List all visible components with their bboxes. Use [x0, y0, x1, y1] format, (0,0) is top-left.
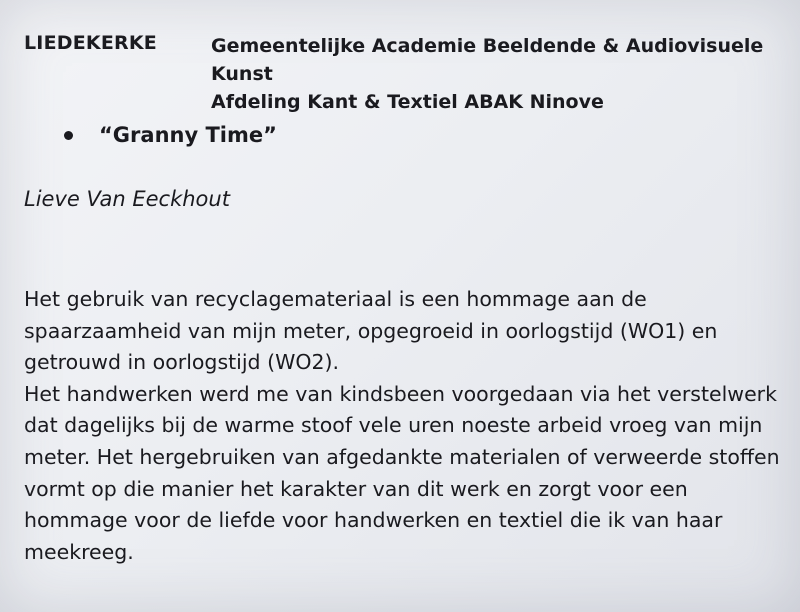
description-paragraph-1: Het gebruik van recyclagemateriaal is een hommage aan de spaarzaamheid van mijn meter, opgegroeid in oorlogstijd (WO1) en getrouwd in oorlogstijd (WO2).: [24, 287, 718, 375]
work-title: “Granny Time”: [99, 123, 277, 147]
bullet-icon: [64, 131, 73, 140]
work-title-row: [64, 123, 277, 147]
artist-name: Lieve Van Eeckhout: [24, 187, 230, 211]
department-name: Afdeling Kant & Textiel ABAK Ninove: [211, 91, 604, 113]
description-paragraph-2: Het handwerken werd me van kindsbeen voorgedaan via het verstelwerk dat dagelijks bij de warme stoof vele uren noeste arbeid vroeg van mijn meter. Het hergebruiken van afgedankte materialen of verweerde stoffen vormt op die manier het karakter van dit werk en zorgt voor een hommage voor de liefde voor handwerken en textiel die ik van haar meekreeg.: [24, 381, 780, 564]
institution-block: [211, 32, 800, 116]
institution-name: Gemeentelijke Academie Beeldende & Audiovisuele Kunst: [211, 35, 764, 85]
description-text: [24, 284, 784, 568]
place-name: LIEDEKERKE: [24, 32, 157, 54]
